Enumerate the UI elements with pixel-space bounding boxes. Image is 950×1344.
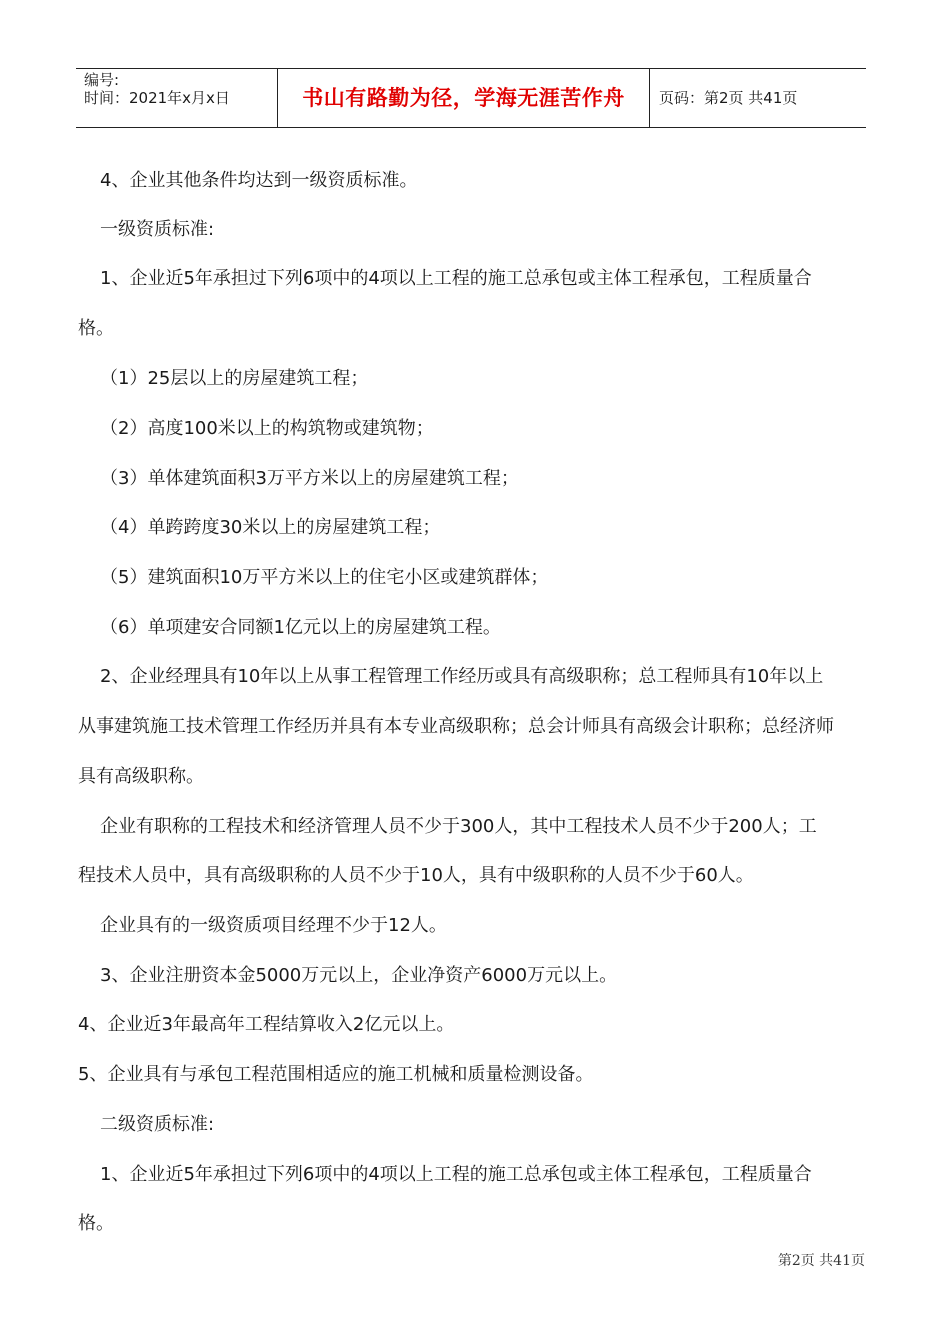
body-line: 1、企业近5年承担过下列6项中的4项以上工程的施工总承包或主体工程承包，工程质量合 bbox=[100, 268, 812, 289]
body-line: 格。 bbox=[78, 318, 114, 339]
document-number-label: 编号: bbox=[84, 71, 120, 89]
body-line: 程技术人员中，具有高级职称的人员不少于10人，具有中级职称的人员不少于60人。 bbox=[78, 865, 754, 886]
list-item: （1）25层以上的房屋建筑工程； bbox=[100, 368, 369, 389]
body-line: 具有高级职称。 bbox=[78, 766, 204, 787]
header-motto-cell bbox=[278, 69, 650, 128]
body-line: 4、企业近3年最高年工程结算收入2亿元以上。 bbox=[78, 1014, 455, 1035]
section-heading: 二级资质标准: bbox=[100, 1114, 215, 1135]
body-line: 3、企业注册资本金5000万元以上，企业净资产6000万元以上。 bbox=[100, 965, 618, 986]
header-meta bbox=[76, 69, 278, 128]
body-line: 1、企业近5年承担过下列6项中的4项以上工程的施工总承包或主体工程承包，工程质量合 bbox=[100, 1164, 812, 1185]
body-line: 4、企业其他条件均达到一级资质标准。 bbox=[100, 170, 418, 191]
body-line: 格。 bbox=[78, 1213, 114, 1234]
list-item: （6）单项建安合同额1亿元以上的房屋建筑工程。 bbox=[100, 617, 501, 638]
header-page-number: 页码：第2页 共41页 bbox=[659, 89, 798, 107]
list-item: （5）建筑面积10万平方米以上的住宅小区或建筑群体； bbox=[100, 567, 549, 588]
list-item: （4）单跨跨度30米以上的房屋建筑工程； bbox=[100, 517, 441, 538]
body-line: 企业具有的一级资质项目经理不少于12人。 bbox=[100, 915, 447, 936]
page-header bbox=[76, 68, 866, 128]
list-item: （2）高度100米以上的构筑物或建筑物； bbox=[100, 418, 434, 439]
list-item: （3）单体建筑面积3万平方米以上的房屋建筑工程； bbox=[100, 468, 519, 489]
body-line: 企业有职称的工程技术和经济管理人员不少于300人，其中工程技术人员不少于200人；工 bbox=[100, 816, 817, 837]
header-motto: 书山有路勤为径，学海无涯苦作舟 bbox=[302, 86, 625, 110]
body-line: 5、企业具有与承包工程范围相适应的施工机械和质量检测设备。 bbox=[78, 1064, 594, 1085]
body-line: 从事建筑施工技术管理工作经历并具有本专业高级职称；总会计师具有高级会计职称；总经济师 bbox=[78, 716, 834, 737]
body-line: 2、企业经理具有10年以上从事工程管理工作经历或具有高级职称；总工程师具有10年以上 bbox=[100, 666, 824, 687]
page-footer: 第2页 共41页 bbox=[777, 1253, 865, 1269]
section-heading: 一级资质标准: bbox=[100, 219, 215, 240]
document-time-label: 时间：2021年x月x日 bbox=[84, 89, 230, 107]
